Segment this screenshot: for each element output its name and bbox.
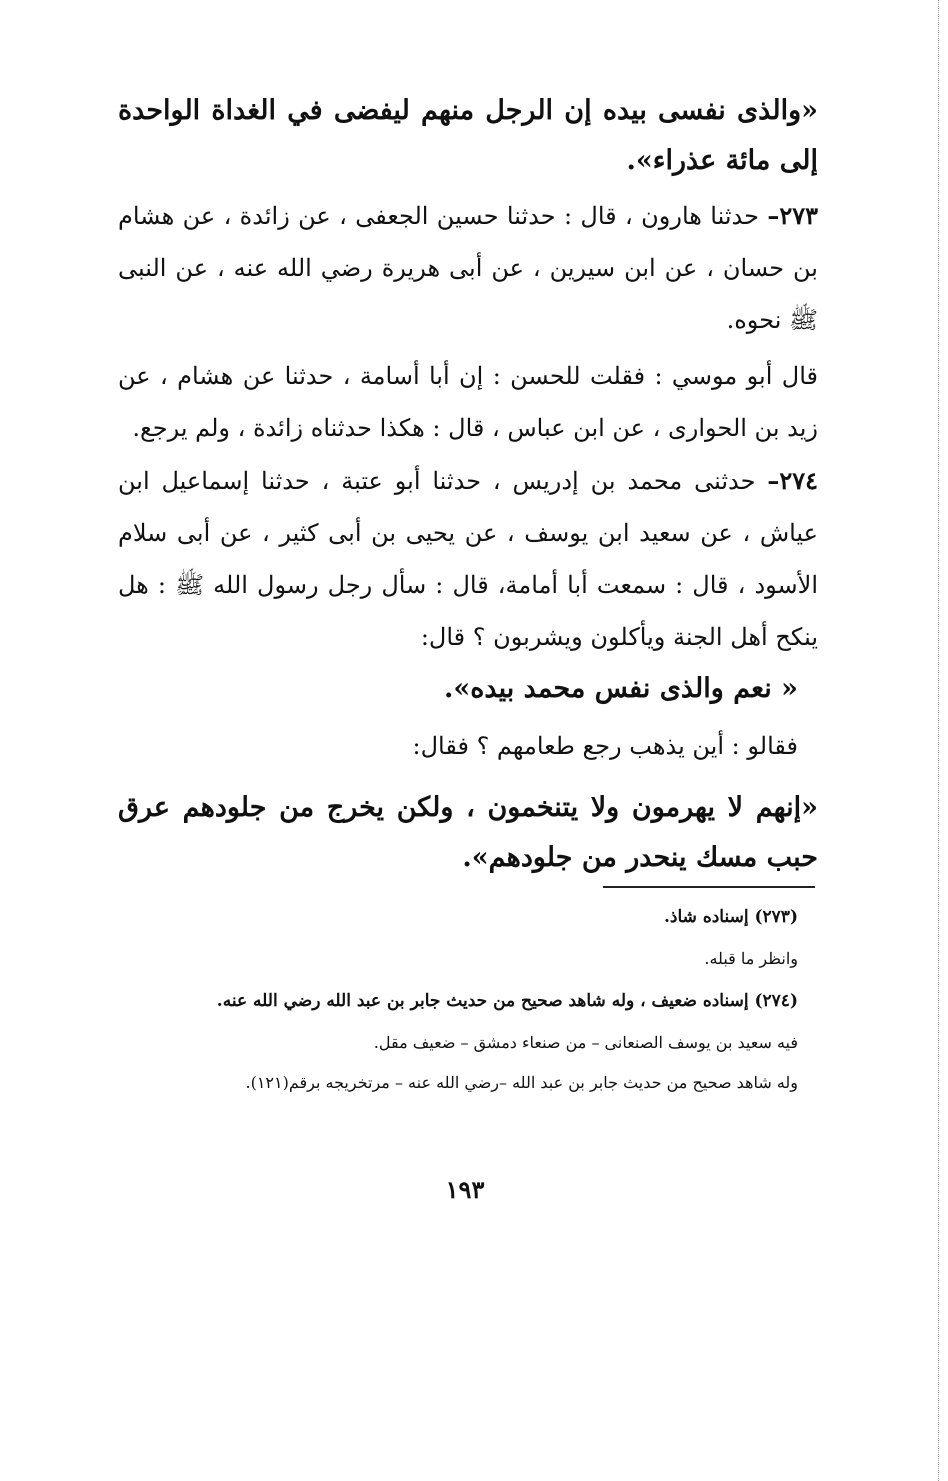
- footnotes: [118, 895, 798, 1103]
- hadith-274: [118, 455, 818, 663]
- quote-text: «والذى نفسى بيده إن الرجل منهم ليفضى في الغداة الواحدة إلى مائة عذراء».: [118, 95, 818, 176]
- hadith-number: ٢٧٤–: [767, 466, 818, 495]
- scan-edge-line: [938, 0, 939, 1481]
- quote-text: «إنهم لا يهرمون ولا يتنخمون ، ولكن يخرج من جلودهم عرق حبب مسك ينحدر من جلودهم».: [118, 792, 818, 873]
- question-line: [118, 720, 798, 772]
- hadith-text: حدثنا هارون ، قال : حدثنا حسين الجعفى ، عن زائدة ، عن هشام بن حسان ، عن ابن سيرين ، عن أبى هريرة رضي الله عنه ، عن النبى ﷺ نحوه.: [118, 202, 818, 334]
- question-text: فقالو : أين يذهب رجع طعامهم ؟ فقال:: [412, 732, 798, 760]
- quote-text: « نعم والذى نفس محمد بيده».: [444, 673, 798, 704]
- hadith-quote-virgins: [118, 86, 818, 186]
- hadith-number: ٢٧٣–: [767, 201, 818, 230]
- page-number: ١٩٣: [445, 1175, 485, 1204]
- footnote-274-note-2: وله شاهد صحيح من حديث جابر بن عبد الله –رضي الله عنه – مرتخريجه برقم(١٢١).: [245, 1073, 798, 1092]
- footnote-divider: [603, 886, 815, 888]
- hadith-quote-musk: [118, 783, 818, 883]
- footnote-274-note-1: فيه سعيد بن يوسف الصنعانى – من صنعاء دمشق – ضعيف مقل.: [373, 1033, 798, 1052]
- footnote-274-title: (٢٧٤) إسناده ضعيف ، وله شاهد صحيح من حديث جابر بن عبد الله رضي الله عنه.: [216, 991, 798, 1011]
- hadith-273: [118, 190, 818, 346]
- hadith-quote-yes: [118, 664, 798, 714]
- abu-musa-note: [118, 350, 818, 454]
- footnote-273-note: وانظر ما قبله.: [704, 949, 798, 968]
- footnote-273-title: (٢٧٣) إسناده شاذ.: [664, 907, 798, 927]
- hadith-text: حدثنى محمد بن إدريس ، حدثنا أبو عتبة ، حدثنا إسماعيل ابن عياش ، عن سعيد ابن يوسف ، عن يحيى بن أبى كثير ، عن أبى سلام الأسود ، قال : سمعت أبا أمامة، قال : سأل رجل رسول الله ﷺ : هل ينكح أهل الجنة ويأكلون ويشربون ؟ قال:: [118, 467, 818, 651]
- note-text: قال أبو موسي : فقلت للحسن : إن أبا أسامة ، حدثنا عن هشام ، عن زيد بن الحوارى ، عن ابن عباس ، قال : هكذا حدثناه زائدة ، ولم يرجع.: [118, 362, 818, 442]
